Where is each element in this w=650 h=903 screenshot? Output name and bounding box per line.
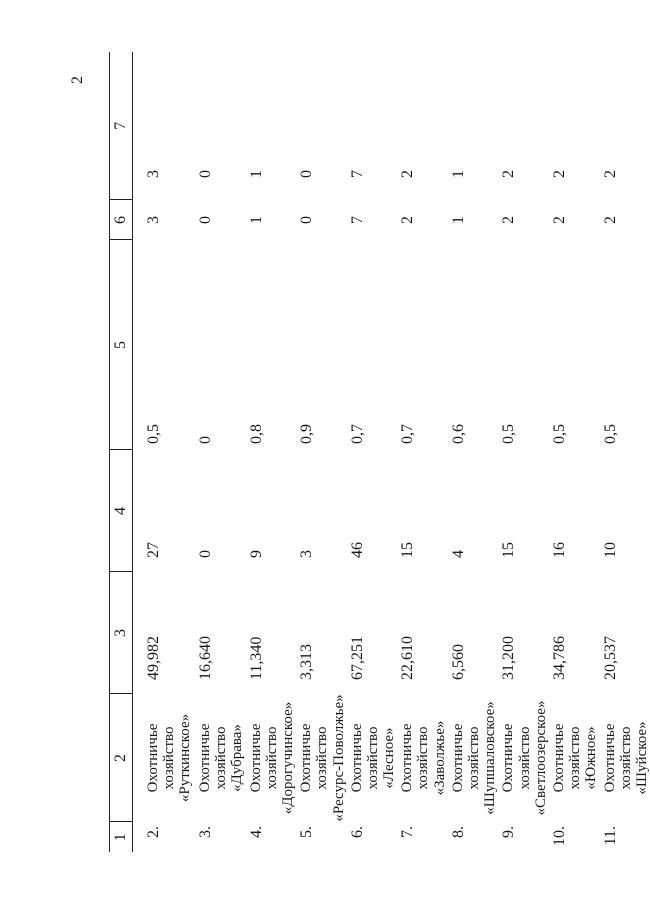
table-row bbox=[195, 52, 246, 852]
header-cell: 7 bbox=[110, 52, 133, 200]
cell-text: 3,313 bbox=[298, 644, 316, 680]
farm-name-line: «Дорогучинское» bbox=[279, 701, 296, 815]
rotated-table-container bbox=[109, 52, 650, 852]
value-cell-col3 bbox=[498, 572, 549, 694]
value-cell-col3 bbox=[347, 572, 398, 694]
farm-name-cell bbox=[600, 694, 650, 822]
farm-name-cell bbox=[246, 694, 297, 822]
cell-text: 1 bbox=[247, 216, 265, 224]
cell-text: 0,5 bbox=[500, 424, 518, 444]
value-cell-col5 bbox=[347, 240, 398, 450]
header-cell: 4 bbox=[110, 450, 133, 572]
farm-name-line: «Лесное» bbox=[381, 727, 398, 789]
farm-name-cell bbox=[549, 694, 600, 822]
cell-text: 8. bbox=[449, 826, 467, 838]
value-cell-col6 bbox=[549, 200, 600, 240]
cell-text: 49,982 bbox=[145, 636, 162, 680]
cell-text: 2 bbox=[500, 216, 518, 224]
value-cell-col4 bbox=[397, 450, 448, 572]
value-cell-col5 bbox=[397, 240, 448, 450]
value-cell-col3 bbox=[600, 572, 650, 694]
value-cell-col5 bbox=[498, 240, 549, 450]
farm-name-line: Охотничье хозяйство bbox=[399, 723, 432, 793]
value-cell-col5 bbox=[549, 240, 600, 450]
farm-name-cell bbox=[498, 694, 549, 822]
table-row bbox=[133, 52, 196, 852]
value-cell-col5 bbox=[133, 240, 196, 450]
row-number-cell bbox=[549, 822, 600, 852]
value-cell-col3 bbox=[549, 572, 600, 694]
table-header-row bbox=[110, 52, 133, 852]
value-cell-col7 bbox=[549, 52, 600, 200]
table-row bbox=[397, 52, 448, 852]
farm-name-line: «Шупшаловское» bbox=[482, 701, 499, 815]
cell-text: 0,5 bbox=[601, 424, 619, 444]
farm-name-cell bbox=[195, 694, 246, 822]
farm-name-line: Охотничье хозяйство bbox=[500, 723, 533, 793]
value-cell-col7 bbox=[397, 52, 448, 200]
table-row bbox=[246, 52, 297, 852]
cell-text: 11. bbox=[601, 826, 619, 846]
cell-text: 2 bbox=[550, 170, 568, 178]
value-cell-col6 bbox=[498, 200, 549, 240]
cell-text: 0,8 bbox=[247, 424, 265, 444]
value-cell-col7 bbox=[195, 52, 246, 200]
value-cell-col6 bbox=[448, 200, 499, 240]
header-cell: 6 bbox=[110, 200, 133, 240]
farm-name-cell bbox=[397, 694, 448, 822]
value-cell-col3 bbox=[133, 572, 196, 694]
cell-text: 3 bbox=[145, 170, 162, 178]
value-cell-col7 bbox=[347, 52, 398, 200]
farm-name-line: Охотничье хозяйство bbox=[247, 723, 280, 793]
value-cell-col5 bbox=[296, 240, 347, 450]
value-cell-col7 bbox=[133, 52, 196, 200]
cell-text: 0 bbox=[197, 216, 214, 224]
table-row bbox=[448, 52, 499, 852]
row-number-cell bbox=[397, 822, 448, 852]
row-number-cell bbox=[498, 822, 549, 852]
cell-text: 9 bbox=[247, 550, 265, 558]
farm-name-line: «Светлоозерское» bbox=[532, 700, 549, 816]
farm-name-cell bbox=[296, 694, 347, 822]
farm-name-cell bbox=[448, 694, 499, 822]
cell-text: 3 bbox=[298, 550, 316, 558]
cell-text: 6. bbox=[348, 826, 366, 838]
value-cell-col4 bbox=[296, 450, 347, 572]
cell-text: 67,251 bbox=[348, 636, 366, 680]
cell-text: 1 bbox=[449, 170, 467, 178]
value-cell-col4 bbox=[347, 450, 398, 572]
cell-text: 31,200 bbox=[500, 636, 518, 680]
farm-name-cell bbox=[347, 694, 398, 822]
row-number-cell bbox=[246, 822, 297, 852]
value-cell-col4 bbox=[549, 450, 600, 572]
cell-text: 10 bbox=[601, 542, 619, 558]
value-cell-col6 bbox=[296, 200, 347, 240]
value-cell-col5 bbox=[246, 240, 297, 450]
value-cell-col6 bbox=[397, 200, 448, 240]
value-cell-col7 bbox=[498, 52, 549, 200]
cell-text: 0,9 bbox=[298, 424, 316, 444]
value-cell-col4 bbox=[498, 450, 549, 572]
cell-text: 2 bbox=[500, 170, 518, 178]
cell-text: 1 bbox=[247, 170, 265, 178]
row-number-cell bbox=[296, 822, 347, 852]
cell-text: 34,786 bbox=[550, 636, 568, 680]
cell-text: 0 bbox=[298, 216, 316, 224]
value-cell-col6 bbox=[600, 200, 650, 240]
row-number-cell bbox=[448, 822, 499, 852]
header-cell: 2 bbox=[110, 694, 133, 822]
cell-text: 22,610 bbox=[399, 636, 417, 680]
cell-text: 10. bbox=[550, 826, 568, 846]
farm-name-line: «Заволжье» bbox=[431, 720, 448, 796]
value-cell-col7 bbox=[296, 52, 347, 200]
farm-name-line: Охотничье хозяйство bbox=[449, 723, 482, 793]
value-cell-col4 bbox=[195, 450, 246, 572]
header-cell: 5 bbox=[110, 240, 133, 450]
cell-text: 15 bbox=[399, 542, 417, 558]
cell-text: 20,537 bbox=[601, 636, 619, 680]
cell-text: 2 bbox=[399, 216, 417, 224]
cell-text: 5. bbox=[298, 826, 316, 838]
cell-text: 2 bbox=[550, 216, 568, 224]
header-cell: 1 bbox=[110, 822, 133, 852]
hunting-farms-table bbox=[109, 52, 650, 852]
cell-text: 7 bbox=[348, 216, 366, 224]
table-row bbox=[600, 52, 650, 852]
farm-name-line: Охотничье хозяйство bbox=[601, 723, 634, 793]
cell-text: 1 bbox=[449, 216, 467, 224]
table-row bbox=[347, 52, 398, 852]
row-number-cell bbox=[133, 822, 196, 852]
cell-text: 4. bbox=[247, 826, 265, 838]
cell-text: 6,560 bbox=[449, 644, 467, 680]
farm-name-line: «Южное» bbox=[583, 726, 600, 790]
cell-text: 0,5 bbox=[145, 424, 162, 444]
value-cell-col5 bbox=[195, 240, 246, 450]
farm-name-line: «Дубрава» bbox=[229, 724, 246, 792]
cell-text: 4 bbox=[449, 550, 467, 558]
cell-text: 0,7 bbox=[348, 424, 366, 444]
value-cell-col6 bbox=[133, 200, 196, 240]
table-row bbox=[549, 52, 600, 852]
row-number-cell bbox=[195, 822, 246, 852]
cell-text: 0,6 bbox=[449, 424, 467, 444]
value-cell-col3 bbox=[246, 572, 297, 694]
cell-text: 0 bbox=[298, 170, 316, 178]
header-cell: 3 bbox=[110, 572, 133, 694]
value-cell-col3 bbox=[397, 572, 448, 694]
farm-name-line: «Шуйское» bbox=[633, 721, 650, 795]
value-cell-col7 bbox=[246, 52, 297, 200]
cell-text: 15 bbox=[500, 542, 518, 558]
farm-name-line: Охотничье хозяйство bbox=[298, 723, 331, 793]
row-number-cell bbox=[600, 822, 650, 852]
value-cell-col3 bbox=[195, 572, 246, 694]
cell-text: 16 bbox=[550, 542, 568, 558]
cell-text: 7 bbox=[348, 170, 366, 178]
value-cell-col7 bbox=[448, 52, 499, 200]
farm-name-line: «Ресурс-Поволжье» bbox=[330, 694, 347, 822]
cell-text: 3. bbox=[197, 826, 214, 838]
table-row bbox=[498, 52, 549, 852]
cell-text: 46 bbox=[348, 542, 366, 558]
farm-name-cell bbox=[133, 694, 196, 822]
value-cell-col4 bbox=[600, 450, 650, 572]
farm-name-line: Охотничье хозяйство bbox=[197, 723, 230, 793]
table-row bbox=[296, 52, 347, 852]
page-number: 2 bbox=[69, 76, 86, 84]
cell-text: 7. bbox=[399, 826, 417, 838]
cell-text: 3 bbox=[145, 216, 162, 224]
value-cell-col4 bbox=[246, 450, 297, 572]
cell-text: 2 bbox=[601, 216, 619, 224]
cell-text: 9. bbox=[500, 826, 518, 838]
farm-name-line: Охотничье хозяйство bbox=[550, 723, 584, 793]
value-cell-col4 bbox=[448, 450, 499, 572]
cell-text: 0,7 bbox=[399, 424, 417, 444]
cell-text: 16,640 bbox=[197, 636, 214, 680]
cell-text: 0,5 bbox=[550, 424, 568, 444]
value-cell-col6 bbox=[246, 200, 297, 240]
value-cell-col6 bbox=[195, 200, 246, 240]
cell-text: 2. bbox=[145, 826, 162, 838]
value-cell-col7 bbox=[600, 52, 650, 200]
value-cell-col6 bbox=[347, 200, 398, 240]
value-cell-col4 bbox=[133, 450, 196, 572]
value-cell-col5 bbox=[448, 240, 499, 450]
farm-name-line: Охотничье хозяйство bbox=[348, 723, 381, 793]
value-cell-col5 bbox=[600, 240, 650, 450]
cell-text: 2 bbox=[601, 170, 619, 178]
cell-text: 0 bbox=[197, 436, 214, 444]
farm-name-line: «Руткинское» bbox=[177, 713, 194, 803]
cell-text: 0 bbox=[197, 550, 214, 558]
cell-text: 27 bbox=[145, 542, 162, 558]
value-cell-col3 bbox=[448, 572, 499, 694]
row-number-cell bbox=[347, 822, 398, 852]
cell-text: 11,340 bbox=[247, 636, 265, 680]
value-cell-col3 bbox=[296, 572, 347, 694]
farm-name-line: Охотничье хозяйство bbox=[145, 723, 178, 793]
cell-text: 2 bbox=[399, 170, 417, 178]
cell-text: 0 bbox=[197, 170, 214, 178]
